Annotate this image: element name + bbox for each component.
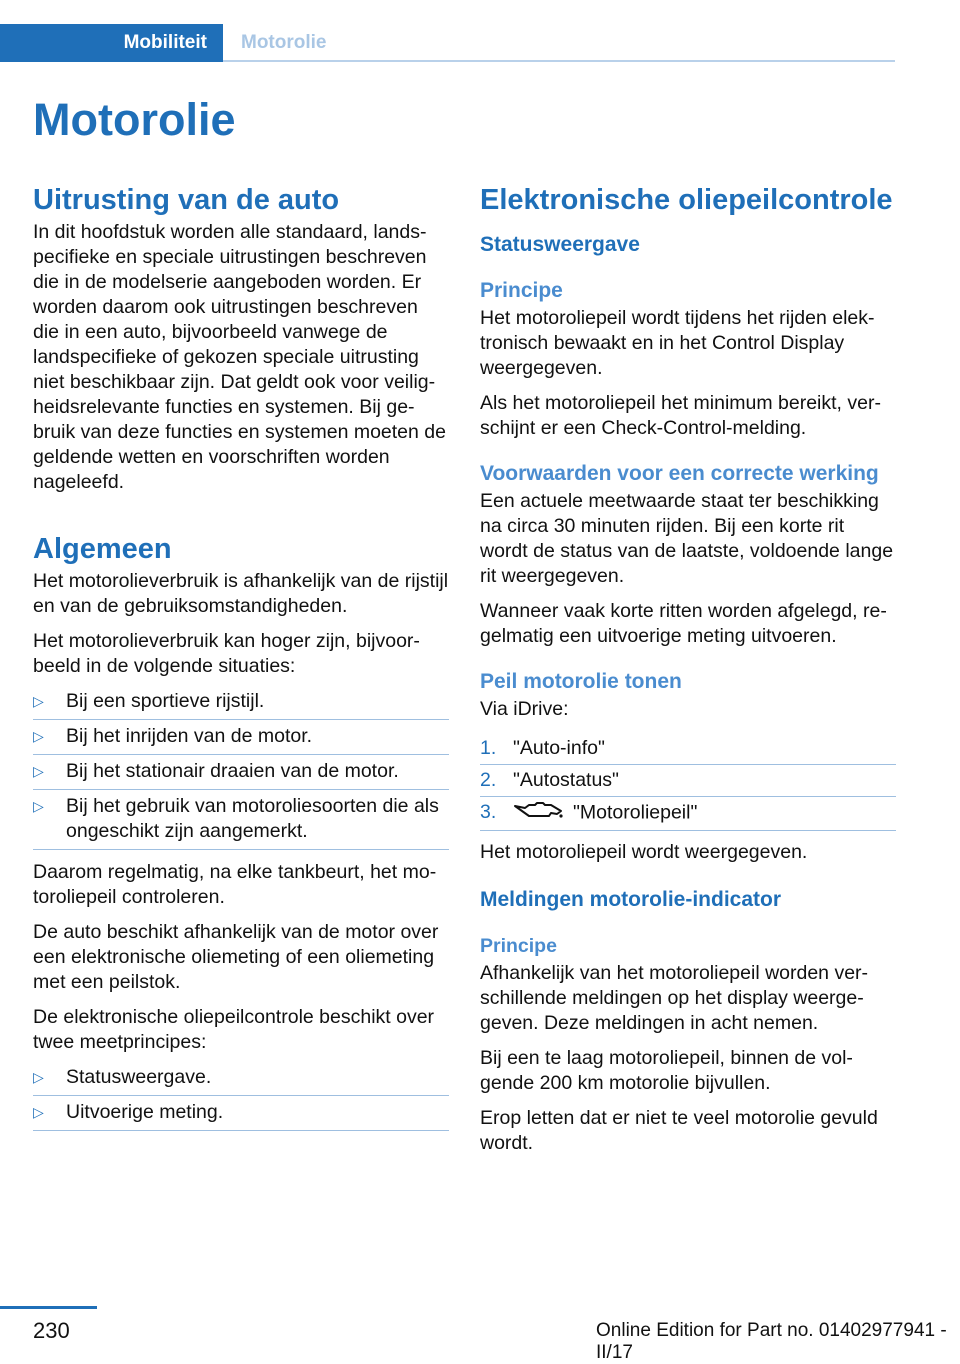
list-item-text: Bij het inrijden van de motor. [66,725,313,747]
idrive-steps-list [480,736,896,834]
page-title: Motorolie [33,94,236,145]
list-item [480,768,896,800]
list-item-text: Statusweergave. [66,1066,212,1088]
list-item [33,689,449,724]
triangle-bullet-icon: ▷ [33,693,44,709]
left-column [33,184,449,1141]
paragraph-general-1: Het motorolieverbruik is afhankelijk van de rijstijl en van de gebruiksomstandigheden. [33,570,449,617]
list-item [33,759,449,794]
paragraph-equipment: In dit hoofdstuk worden alle standaard, landspecifieke en speciale uitrustingen beschreven die in de modelserie aangeboden worden. Er worden daarom ook uitrustingen beschreven die in een auto, bijvoorbeeld vanwege de landspecifieke of gekozen speciale uitrusting niet beschikbaar zijn. Dat geldt ook voor veiligheidsrelevante functies en systemen. Bij gebruik van deze functies en systemen moeten de geldende wetten en voorschriften worden nageleefd. [33,221,446,493]
paragraph-general-2: Het motorolieverbruik kan hoger zijn, bijvoorbeeld in de volgende situaties: [33,630,420,677]
tab-motorolie-label: Motorolie [241,32,327,53]
step-number: 1. [480,737,497,759]
footer-edition-text: Online Edition for Part no. 01402977941 - II/17 [596,1320,947,1363]
situations-list [33,689,449,854]
paragraph-messages-1: Afhankelijk van het motoroliepeil worden verschillende meldingen op het display weergegeven. Deze meldingen in acht nemen. [480,962,869,1034]
paragraph-conditions-2: Wanneer vaak korte ritten worden afgelegd, regelmatig een uitvoerige meting uitvoeren. [480,600,887,647]
list-item-text: Bij het stationair draaien van de motor. [66,760,399,782]
tab-motorolie[interactable] [223,24,327,62]
list-item [33,794,449,854]
list-item-text: Uitvoerige meting. [66,1101,224,1123]
footer-rule [0,1306,97,1309]
triangle-bullet-icon: ▷ [33,798,44,814]
paragraph-general-3: Daarom regelmatig, na elke tankbeurt, het motoroliepeil controleren. [33,861,437,908]
list-item-text: Bij het gebruik van motoroliesoorten die als ongeschikt zijn aangemerkt. [66,795,439,842]
heading-equipment: Uitrusting van de auto [33,184,340,216]
heading-electronic-oil-check: Elektronische oliepeilcontrole [480,184,893,216]
paragraph-messages-2: Bij een te laag motoroliepeil, binnen de volgende 200 km motorolie bijvullen. [480,1047,853,1094]
heading-general: Algemeen [33,533,172,565]
right-column [480,184,896,1166]
paragraph-principle-1: Het motoroliepeil wordt tijdens het rijden elektronisch bewaakt en in het Control Display weergegeven. [480,307,875,379]
heading-show-oil-level: Peil motorolie tonen [480,670,682,693]
step-text: "Autostatus" [513,769,619,791]
paragraph-conditions-1: Een actuele meetwaarde staat ter beschikking na circa 30 minuten rijden. Bij een korte rit wordt de status van de laatste, voldoende lange rit weergegeven. [480,490,894,587]
tab-divider [223,60,895,62]
list-item [33,1100,449,1135]
list-item [480,800,896,834]
oil-can-icon [513,800,565,827]
step-number: 3. [480,801,497,823]
triangle-bullet-icon: ▷ [33,1104,44,1120]
paragraph-general-5: De elektronische oliepeilcontrole beschikt over twee meetprincipes: [33,1006,435,1053]
list-item [480,736,896,768]
heading-status-display: Statusweergave [480,233,640,256]
step-text: "Motoroliepeil" [573,801,698,824]
list-item-text: Bij een sportieve rijstijl. [66,690,265,712]
heading-principle: Principe [480,279,563,302]
paragraph-messages-3: Erop letten dat er niet te veel motorolie gevuld wordt. [480,1107,878,1154]
step-text: "Auto-info" [513,737,605,759]
triangle-bullet-icon: ▷ [33,763,44,779]
header-tabs [0,24,895,62]
paragraph-principle-2: Als het motoroliepeil het minimum bereikt, verschijnt er een Check-Control-melding. [480,392,881,439]
paragraph-oil-level-shown: Het motoroliepeil wordt weergegeven. [480,841,808,863]
page-number: 230 [33,1318,70,1343]
list-item [33,1065,449,1100]
list-item [33,724,449,759]
heading-conditions: Voorwaarden voor een correcte werking [480,462,879,485]
principles-list [33,1065,449,1135]
tab-mobiliteit-label: Mobiliteit [123,32,207,53]
paragraph-general-4: De auto beschikt afhankelijk van de motor over een elektronische oliemeting of een oliemeting met een peilstok. [33,921,439,993]
tab-mobiliteit[interactable] [0,24,223,62]
paragraph-via-idrive: Via iDrive: [480,698,569,720]
step-number: 2. [480,769,497,791]
heading-principle-2: Principe [480,935,557,957]
triangle-bullet-icon: ▷ [33,1069,44,1085]
heading-messages-indicator: Meldingen motorolie-indicator [480,888,782,911]
triangle-bullet-icon: ▷ [33,728,44,744]
